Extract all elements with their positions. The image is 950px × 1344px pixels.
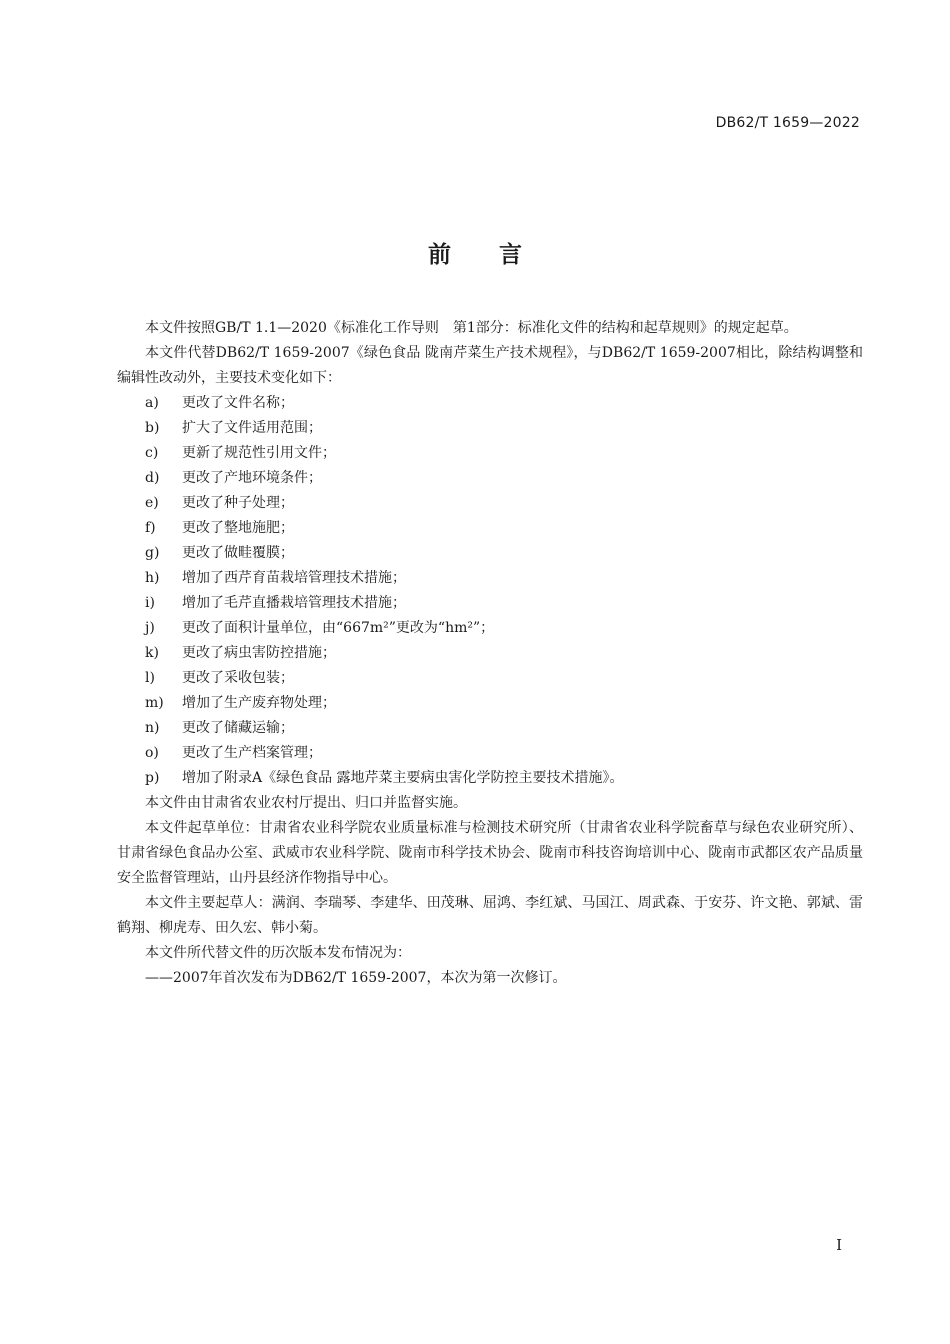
- list-marker: b): [145, 420, 160, 436]
- paragraph-history-intro: 本文件所代替文件的历次版本发布情况为：: [145, 945, 411, 961]
- list-item: [117, 466, 863, 491]
- list-marker: o): [145, 745, 159, 761]
- paragraph-history-entry: ——2007年首次发布为DB62/T 1659-2007，本次为第一次修订。: [145, 970, 567, 986]
- list-item: [117, 666, 863, 691]
- list-item-text: 增加了生产废弃物处理；: [182, 695, 336, 711]
- list-item-text: 增加了附录A《绿色食品 露地芹菜主要病虫害化学防控主要技术措施》。: [182, 770, 624, 786]
- page-title: 前言: [428, 242, 570, 268]
- list-marker: g): [145, 545, 160, 561]
- list-item: [117, 541, 863, 566]
- list-item-text: 更改了种子处理；: [182, 495, 294, 511]
- list-item-text: 更改了产地环境条件；: [182, 470, 322, 486]
- list-item: [117, 491, 863, 516]
- list-marker: m): [145, 695, 164, 711]
- list-marker: l): [145, 670, 155, 686]
- list-item-text: 增加了毛芹直播栽培管理技术措施；: [182, 595, 406, 611]
- list-item-text: 更改了采收包装；: [182, 670, 294, 686]
- list-marker: j): [145, 620, 155, 636]
- paragraph-drafters: 本文件主要起草人：满润、李瑞琴、李建华、田茂琳、屈鸿、李红斌、马国江、周武森、于安芬、许文艳、郭斌、雷鹤翔、柳虎寿、田久宏、韩小菊。: [117, 895, 863, 936]
- list-marker: k): [145, 645, 159, 661]
- paragraph-drafting-rule: 本文件按照GB/T 1.1—2020《标准化工作导则 第1部分：标准化文件的结构和起草规则》的规定起草。: [145, 320, 798, 336]
- document-body: [117, 316, 863, 991]
- list-item-text: 更改了病虫害防控措施；: [182, 645, 336, 661]
- paragraph-proposer: 本文件由甘肃省农业农村厅提出、归口并监督实施。: [145, 795, 467, 811]
- list-item: [117, 391, 863, 416]
- list-item-text: 更改了储藏运输；: [182, 720, 294, 736]
- list-item: [117, 566, 863, 591]
- list-item-text: 更改了面积计量单位，由“667m²”更改为“hm²”；: [182, 620, 495, 636]
- list-item-text: 更改了做畦覆膜；: [182, 545, 294, 561]
- list-item: [117, 691, 863, 716]
- list-item: [117, 716, 863, 741]
- list-marker: a): [145, 395, 159, 411]
- list-marker: f): [145, 520, 156, 536]
- document-code: DB62/T 1659—2022: [715, 115, 860, 131]
- list-item: [117, 741, 863, 766]
- list-item: [117, 441, 863, 466]
- list-item-text: 更新了规范性引用文件；: [182, 445, 336, 461]
- list-item: [117, 516, 863, 541]
- list-item-text: 更改了生产档案管理；: [182, 745, 322, 761]
- list-item-text: 扩大了文件适用范围；: [182, 420, 322, 436]
- paragraph-drafting-units: 本文件起草单位：甘肃省农业科学院农业质量标准与检测技术研究所（甘肃省农业科学院畜草与绿色农业研究所）、甘肃省绿色食品办公室、武威市农业科学院、陇南市科学技术协会、陇南市科技咨询培训中心、陇南市武都区农产品质量安全监督管理站，山丹县经济作物指导中心。: [117, 820, 863, 886]
- list-marker: i): [145, 595, 155, 611]
- list-marker: p): [145, 770, 160, 786]
- list-marker: e): [145, 495, 159, 511]
- list-marker: c): [145, 445, 159, 461]
- list-marker: h): [145, 570, 160, 586]
- list-item: [117, 416, 863, 441]
- paragraph-replacement: 本文件代替DB62/T 1659-2007《绿色食品 陇南芹菜生产技术规程》，与DB62/T 1659-2007相比，除结构调整和编辑性改动外，主要技术变化如下：: [117, 345, 863, 386]
- list-item: [117, 766, 863, 791]
- list-item-text: 更改了文件名称；: [182, 395, 294, 411]
- page-number: I: [836, 1236, 842, 1254]
- list-item: [117, 591, 863, 616]
- list-item: [117, 616, 863, 641]
- list-item-text: 更改了整地施肥；: [182, 520, 294, 536]
- list-marker: n): [145, 720, 160, 736]
- changes-list: [117, 391, 863, 791]
- list-marker: d): [145, 470, 160, 486]
- list-item: [117, 641, 863, 666]
- list-item-text: 增加了西芹育苗栽培管理技术措施；: [182, 570, 406, 586]
